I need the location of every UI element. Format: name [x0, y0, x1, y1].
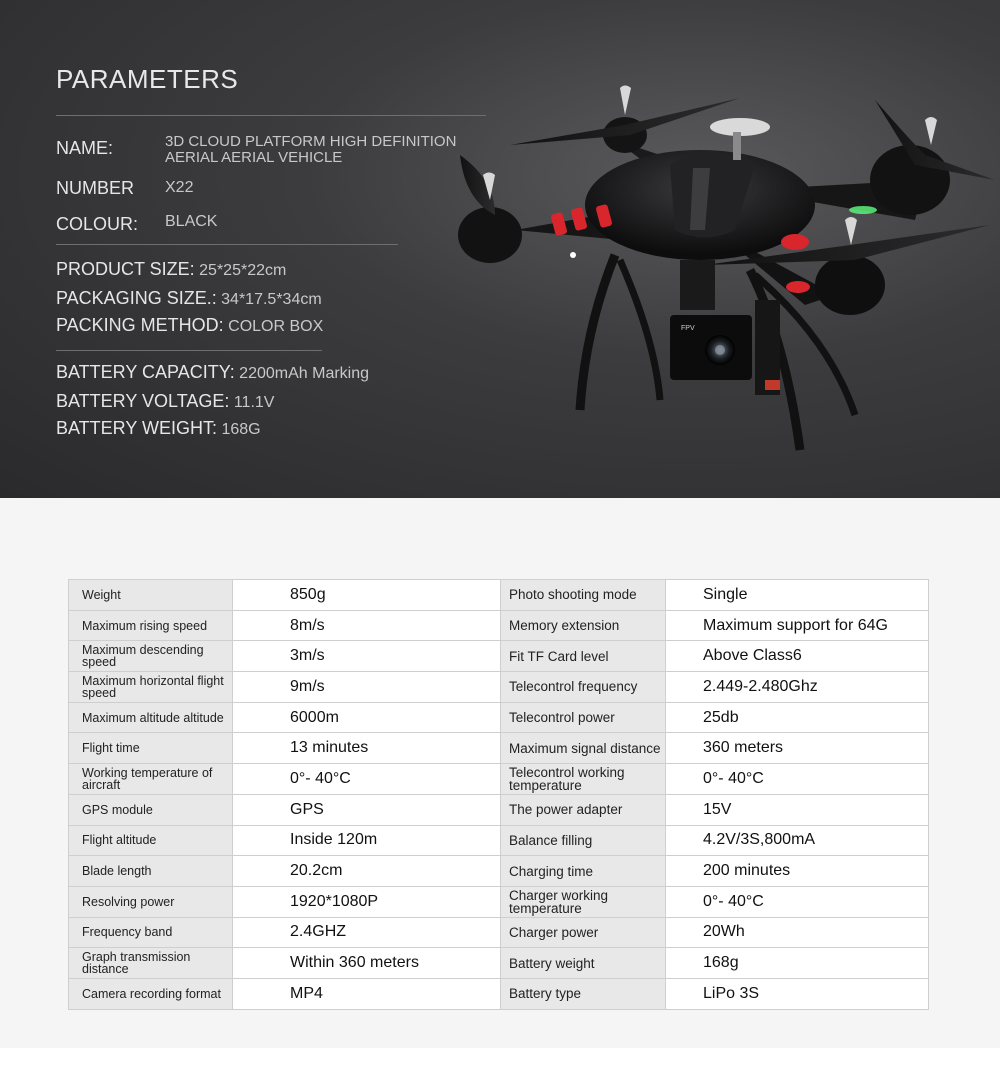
name-label: NAME: — [56, 138, 114, 158]
packaging-size-label: PACKAGING SIZE.: — [56, 288, 217, 308]
spec-label: Balance filling — [501, 825, 666, 856]
spec-label: GPS module — [69, 794, 233, 825]
divider — [56, 350, 322, 351]
spec-value: 360 meters — [666, 733, 929, 764]
table-row — [69, 856, 929, 887]
battery-voltage-label: BATTERY VOLTAGE: — [56, 391, 230, 411]
packing-method-value: COLOR BOX — [228, 318, 324, 335]
spec-table — [68, 579, 929, 1010]
white-led — [570, 252, 576, 258]
battery-weight-value: 168G — [221, 421, 261, 438]
table-row — [69, 917, 929, 948]
spec-value: 850g — [233, 580, 501, 611]
red-accent — [781, 234, 809, 250]
table-row — [69, 580, 929, 611]
table-row — [69, 886, 929, 917]
table-row — [69, 702, 929, 733]
spec-label: Flight altitude — [69, 825, 233, 856]
gimbal — [680, 260, 715, 310]
spec-value: 0°- 40°C — [666, 764, 929, 795]
number-value: X22 — [165, 179, 194, 196]
spec-value: Above Class6 — [666, 641, 929, 672]
divider — [56, 115, 486, 116]
divider — [56, 244, 398, 245]
battery-capacity-value: 2200mAh Marking — [239, 365, 370, 382]
spec-value: 0°- 40°C — [233, 764, 501, 795]
camera-label: FPV — [681, 325, 695, 332]
parameters-title: PARAMETERS — [56, 64, 239, 94]
spec-value: GPS — [233, 794, 501, 825]
name-value: 3D CLOUD PLATFORM HIGH DEFINITION AERIAL AERIAL VEHICLE — [165, 133, 457, 166]
packing-method-label: PACKING METHOD: — [56, 315, 224, 335]
spec-label: Maximum horizontal flight speed — [69, 672, 233, 703]
parameters-banner — [0, 0, 1000, 498]
number-label: NUMBER — [56, 178, 135, 198]
packaging-size-value: 34*17.5*34cm — [221, 291, 322, 308]
motor — [458, 207, 522, 263]
spec-label: Maximum signal distance — [501, 733, 666, 764]
spec-value: 20Wh — [666, 917, 929, 948]
gimbal-wire — [765, 380, 780, 390]
table-row — [69, 733, 929, 764]
spec-value: LiPo 3S — [666, 978, 929, 1009]
table-row — [69, 825, 929, 856]
spec-label: Weight — [69, 580, 233, 611]
gps-mast — [733, 132, 741, 160]
spec-value: 20.2cm — [233, 856, 501, 887]
spec-value: 25db — [666, 702, 929, 733]
spec-label: Maximum descending speed — [69, 641, 233, 672]
spec-value: 2.4GHZ — [233, 917, 501, 948]
battery-weight-line — [56, 418, 261, 439]
product-size-line — [56, 259, 286, 280]
landing-leg — [620, 260, 660, 400]
prop-spinner — [925, 117, 937, 145]
spec-label: Battery type — [501, 978, 666, 1009]
table-row — [69, 978, 929, 1009]
spec-label: Frequency band — [69, 917, 233, 948]
spec-label: Photo shooting mode — [501, 580, 666, 611]
motor — [815, 255, 885, 315]
spec-label: Fit TF Card level — [501, 641, 666, 672]
table-row — [69, 610, 929, 641]
lens-glint — [715, 345, 725, 355]
spec-label: Charger working temperature — [501, 886, 666, 917]
spec-label: Telecontrol working temperature — [501, 764, 666, 795]
battery-capacity-line — [56, 362, 369, 383]
spec-value: 1920*1080P — [233, 886, 501, 917]
spec-value: 15V — [666, 794, 929, 825]
spec-value: 200 minutes — [666, 856, 929, 887]
packing-method-line — [56, 315, 323, 336]
table-row — [69, 641, 929, 672]
packaging-size-line — [56, 288, 322, 309]
spec-label: Telecontrol power — [501, 702, 666, 733]
spec-value: 6000m — [233, 702, 501, 733]
spec-label: Battery weight — [501, 948, 666, 979]
spec-value: 4.2V/3S,800mA — [666, 825, 929, 856]
spec-label: Maximum altitude altitude — [69, 702, 233, 733]
product-size-label: PRODUCT SIZE: — [56, 259, 195, 279]
spec-value: 8m/s — [233, 610, 501, 641]
prop-spinner — [620, 86, 631, 116]
table-row — [69, 764, 929, 795]
spec-value: 2.449-2.480Ghz — [666, 672, 929, 703]
battery-capacity-label: BATTERY CAPACITY: — [56, 362, 235, 382]
spec-value: 0°- 40°C — [666, 886, 929, 917]
table-row — [69, 672, 929, 703]
spec-label: Flight time — [69, 733, 233, 764]
spec-label: Graph transmission distance — [69, 948, 233, 979]
spec-value: 9m/s — [233, 672, 501, 703]
spec-value: Inside 120m — [233, 825, 501, 856]
spec-value: Within 360 meters — [233, 948, 501, 979]
prop-spinner — [845, 217, 857, 245]
spec-value: 168g — [666, 948, 929, 979]
spec-label: Camera recording format — [69, 978, 233, 1009]
spec-label: Resolving power — [69, 886, 233, 917]
colour-value: BLACK — [165, 213, 218, 230]
spec-value: 3m/s — [233, 641, 501, 672]
spec-value: MP4 — [233, 978, 501, 1009]
battery-voltage-value: 11.1V — [233, 394, 275, 411]
battery-voltage-line — [56, 391, 274, 412]
battery-weight-label: BATTERY WEIGHT: — [56, 418, 218, 438]
spec-label: Maximum rising speed — [69, 610, 233, 641]
red-accent — [786, 281, 810, 293]
green-led — [849, 206, 877, 214]
spec-value: 13 minutes — [233, 733, 501, 764]
table-row — [69, 794, 929, 825]
landing-leg — [580, 255, 615, 410]
product-size-value: 25*25*22cm — [199, 262, 287, 279]
spec-label: Telecontrol frequency — [501, 672, 666, 703]
table-row — [69, 948, 929, 979]
colour-label: COLOUR: — [56, 214, 139, 234]
spec-value: Single — [666, 580, 929, 611]
spec-label: Working temperature of aircraft — [69, 764, 233, 795]
spec-label: The power adapter — [501, 794, 666, 825]
drone-image — [455, 80, 1000, 475]
spec-value: Maximum support for 64G — [666, 610, 929, 641]
spec-label: Charger power — [501, 917, 666, 948]
spec-label: Blade length — [69, 856, 233, 887]
spec-label: Memory extension — [501, 610, 666, 641]
spec-label: Charging time — [501, 856, 666, 887]
